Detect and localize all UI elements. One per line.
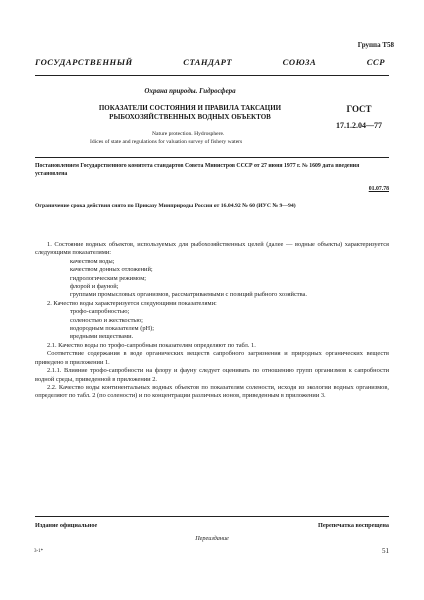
subject-line: Охрана природы. Гидросфера [144, 87, 236, 95]
list-item: соленостью и жесткостью; [70, 316, 143, 324]
paragraph-2-1: 2.1. Качество воды по трофо-сапробным показателям определяют по табл. 1. [47, 341, 256, 349]
list-item: качеством донных отложений; [70, 266, 153, 274]
official-edition: Издание официальное [35, 522, 98, 529]
restriction-note: Ограничение срока действия снято по Приказу Минприроды России от 16.04.92 № 60 (ИУС № 9—94) [35, 203, 296, 209]
gost-label: ГОСТ [346, 104, 372, 114]
paragraph-2-2: 2.2. Качество воды континентальных водных объектов по показателям солености, исходя из экологии водных организмов, определяют по табл. 2 (по солености) и по концентрации различных ионов, приведенным в приложении 3. [35, 383, 389, 400]
list-item: водородным показателем (рН); [70, 325, 155, 333]
title-rule [35, 157, 389, 158]
gost-number: 17.1.2.04—77 [336, 121, 382, 130]
reprint-forbidden: Перепечатка воспрещена [318, 522, 389, 529]
list-item: вредными веществами. [70, 333, 134, 341]
paragraph-2-1-b: Соответствие содержания в воде органических веществ сапробного загрязнения и природных органических веществ приведено в приложении 1. [35, 350, 389, 366]
paragraph-2: 2. Качество воды характеризуется следующими показателями: [47, 299, 217, 307]
english-title [90, 131, 330, 146]
document-title: ПОКАЗАТЕЛИ СОСТОЯНИЯ И ПРАВИЛА ТАКСАЦИИ РЫБОХОЗЯЙСТВЕННЫХ ВОДНЫХ ОБЪЕКТОВ [98, 104, 282, 121]
list-item: гидрологическим режимом; [70, 274, 147, 282]
body-text [35, 241, 389, 401]
reprint-label: Переиздание [195, 535, 229, 542]
introduction-date: 01.07.78 [368, 186, 389, 192]
list-item: флорой и фауной; [70, 283, 119, 291]
standard-title: ГОСУДАРСТВЕННЫЙ СТАНДАРТ СОЮЗА ССР [35, 57, 385, 67]
decree-text: Постановлением Государственного комитета стандартов Совета Министров СССР от 27 июня 1977 г. № 1609 дата введения установлена [35, 163, 360, 177]
group-label: Группа Т58 [357, 41, 394, 49]
english-title-line2: Idices of state and regulations for valuation survey of fishery waters [90, 138, 243, 145]
list-item: качеством воды; [70, 257, 115, 265]
english-title-line1: Nature protection. Hydrosphere. [152, 131, 225, 137]
footer-rule [35, 516, 389, 517]
page-number: 51 [382, 547, 389, 555]
header-rule [35, 75, 389, 76]
list-item: трофо-сапробностью; [70, 308, 130, 316]
page-code: 3-1* [34, 549, 44, 554]
list-item: группами промысловых организмов, рассматриваемыми с позиций рыбного хозяйства. [70, 291, 307, 299]
paragraph-1: 1. Состояние водных объектов, используемых для рыбохозяйственных целей (далее — водные объекты) характеризуется следующими показателями: [35, 241, 389, 257]
paragraph-2-1-1: 2.1.1. Влияние трофо-сапробности на флору и фауну следует оценивать по отношению групп организмов к сапробности водной среды, приведенной в приложении 2. [35, 367, 389, 383]
